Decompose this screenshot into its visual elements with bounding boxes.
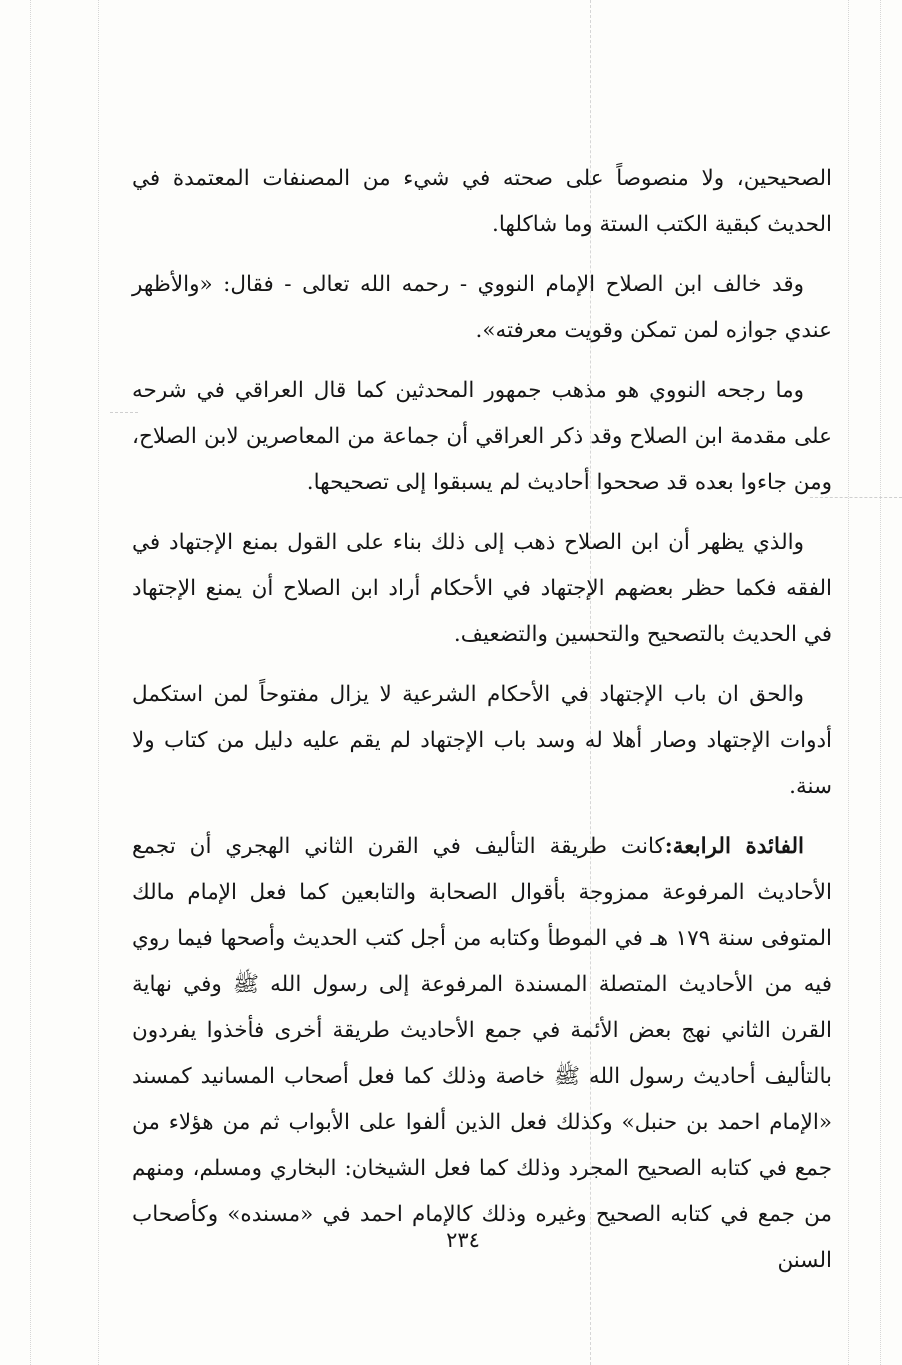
scan-margin-line bbox=[98, 0, 99, 1365]
paragraph-text: الصحيحين، ولا منصوصاً على صحته في شيء من المصنفات المعتمدة في الحديث كبقية الكتب الستة وما شاكلها. bbox=[132, 166, 832, 237]
paragraph-text: وما رجحه النووي هو مذهب جمهور المحدثين كما قال العراقي في شرحه على مقدمة ابن الصلاح وقد ذكر العراقي أن جماعة من المعاصرين لابن الصلاح، ومن جاءوا بعده قد صححوا أحاديث لم يسبقوا إلى تصحيحها. bbox=[132, 378, 832, 495]
paragraph bbox=[132, 262, 832, 354]
paragraph bbox=[132, 672, 832, 810]
paragraph-text: والذي يظهر أن ابن الصلاح ذهب إلى ذلك بناء على القول بمنع الإجتهاد في الفقه فكما حظر بعضهم الإجتهاد في الأحكام أراد ابن الصلاح أن يمنع الإجتهاد في الحديث بالتصحيح والتحسين والتضعيف. bbox=[132, 530, 832, 647]
paragraph bbox=[132, 824, 832, 1284]
paragraph bbox=[132, 368, 832, 506]
paragraph-text: كانت طريقة التأليف في القرن الثاني الهجري أن تجمع الأحاديث المرفوعة ممزوجة بأقوال الصحابة والتابعين كما فعل الإمام مالك المتوفى سنة ١٧٩ هـ في الموطأ وكتابه من أجل كتب الحديث وأصحها فيما روي فيه من الأحاديث المتصلة المسندة المرفوعة إلى رسول الله ﷺ وفي نهاية القرن الثاني نهج بعض الأئمة في جمع الأحاديث طريقة أخرى فأخذوا يفردون بالتأليف أحاديث رسول الله ﷺ خاصة وذلك كما فعل أصحاب المسانيد كمسند «الإمام احمد بن حنبل» وكذلك فعل الذين ألفوا على الأبواب ثم من هؤلاء من جمع في كتابه الصحيح المجرد وذلك كما فعل الشيخان: البخاري ومسلم، ومنهم من جمع في كتابه الصحيح وغيره وذلك كالإمام احمد في «مسنده» وكأصحاب السنن bbox=[132, 834, 832, 1273]
scan-margin-line bbox=[880, 0, 881, 1365]
body-text bbox=[132, 156, 832, 1298]
paragraph-text: وقد خالف ابن الصلاح الإمام النووي - رحمه الله تعالى - فقال: «والأظهر عندي جوازه لمن تمكن وقويت معرفته». bbox=[132, 272, 832, 343]
paragraph bbox=[132, 156, 832, 248]
paragraph bbox=[132, 520, 832, 658]
scan-margin-line bbox=[30, 0, 31, 1365]
paragraph-text: والحق ان باب الإجتهاد في الأحكام الشرعية لا يزال مفتوحاً لمن استكمل أدوات الإجتهاد وصار أهلا له وسد باب الإجتهاد لم يقم عليه دليل من كتاب ولا سنة. bbox=[132, 682, 832, 799]
scan-margin-line bbox=[848, 0, 849, 1365]
paragraph-lead-heading: الفائدة الرابعة: bbox=[664, 834, 804, 859]
page-number: ٢٣٤ bbox=[446, 1228, 480, 1252]
